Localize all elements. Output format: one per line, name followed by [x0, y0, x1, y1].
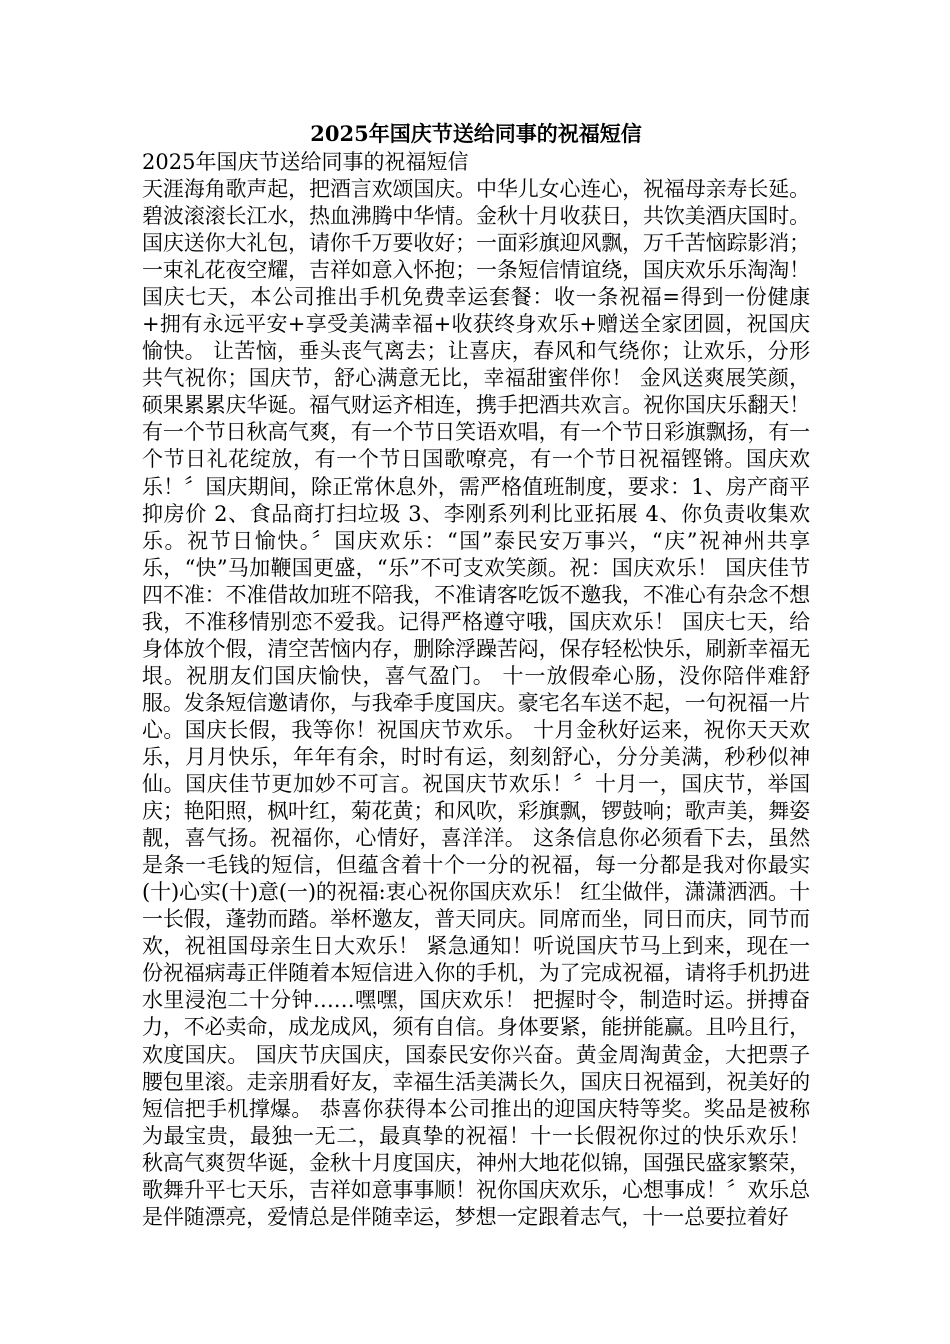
document-title: 2025年国庆节送给同事的祝福短信 — [310, 121, 642, 146]
document-page — [142, 118, 810, 1231]
document-subtitle: 2025年国庆节送给同事的祝福短信 — [142, 150, 469, 174]
document-body-text: 天涯海角歌声起，把酒言欢颂国庆。中华儿女心连心，祝福母亲寿长延。碧波滚滚长江水，热血沸腾中华情。金秋十月收获日，共饮美酒庆国时。 国庆送你大礼包，请你千万要收好；一面彩旗迎风飘，万千苦恼踪影消；一束礼花夜空耀，吉祥如意入怀抱；一条短信情谊绕，国庆欢乐乐淘淘！ 国庆七天，本公司推出手机免费幸运套餐：收一条祝福=得到一份健康+拥有永远平安+享受美满幸福+收获终身欢乐+赠送全家团圆，祝国庆愉快。 让苦恼，垂头丧气离去；让喜庆，春风和气绕你；让欢乐，分形共气祝你；国庆节，舒心满意无比，幸福甜蜜伴你！ 金风送爽展笑颜，硕果累累庆华诞。福气财运齐相连，携手把酒共欢言。祝你国庆乐翻天！有一个节日秋高气爽，有一个节日笑语欢唱，有一个节日彩旗飘扬，有一个节日礼花绽放，有一个节日国歌嘹亮，有一个节日祝福铿锵。国庆欢乐！〞国庆期间，除正常休息外，需严格值班制度，要求：1、房产商平抑房价 2、食品商打扫垃圾 3、李刚系列利比亚拓展 4、你负责收集欢乐。祝节日愉快。〞国庆欢乐：“国”泰民安万事兴，“庆”祝神州共享乐，“快”马加鞭国更盛，“乐”不可支欢笑颜。祝：国庆欢乐！ 国庆佳节四不准：不准借故加班不陪我，不准请客吃饭不邀我，不准心有杂念不想我，不准移情别恋不爱我。记得严格遵守哦，国庆欢乐！ 国庆七天，给身体放个假，清空苦恼内存，删除浮躁苦闷，保存轻松快乐，刷新幸福无垠。祝朋友们国庆愉快，喜气盈门。 十一放假牵心肠，没你陪伴难舒服。发条短信邀请你，与我牵手度国庆。豪宅名车送不起，一句祝福一片心。国庆长假，我等你！祝国庆节欢乐。 十月金秋好运来，祝你天天欢乐，月月快乐，年年有余，时时有运，刻刻舒心，分分美满，秒秒似神仙。国庆佳节更加妙不可言。祝国庆节欢乐！〞十月一，国庆节，举国庆；艳阳照，枫叶红，菊花黄；和风吹，彩旗飘，锣鼓响；歌声美，舞姿靓，喜气扬。祝福你，心情好，喜洋洋。 这条信息你必须看下去，虽然是条一毛钱的短信，但蕴含着十个一分的祝福，每一分都是我对你最实(十)心实(十)意(一)的祝福:衷心祝你国庆欢乐！ 红尘做伴，潇潇洒洒。十一长假，蓬勃而踏。举杯邀友，普天同庆。同席而坐，同日而庆，同节而欢，祝祖国母亲生日大欢乐！ 紧急通知！听说国庆节马上到来，现在一份祝福病毒正伴随着本短信进入你的手机，为了完成祝福，请将手机扔进水里浸泡二十分钟……嘿嘿，国庆欢乐！ 把握时令，制造时运。拼搏奋力，不必卖命，成龙成风，须有自信。身体要紧，能拼能赢。且吟且行，欢度国庆。 国庆节庆国庆，国泰民安你兴奋。黄金周淘黄金，大把票子腰包里滚。走亲朋看好友，幸福生活美满长久，国庆日祝福到，祝美好的短信把手机撑爆。 恭喜你获得本公司推出的迎国庆特等奖。奖品是被称为最宝贵，最独一无二，最真挚的祝福！十一长假祝你过的快乐欢乐！ 秋高气爽贺华诞，金秋十月度国庆，神州大地花似锦，国强民盛家繁荣，歌舞升平七天乐，吉祥如意事事顺！祝你国庆欢乐，心想事成！〞欢乐总是伴随漂亮，爱情总是伴随幸运，梦想一定跟着志气，十一总要拉着好 — [142, 177, 810, 1229]
